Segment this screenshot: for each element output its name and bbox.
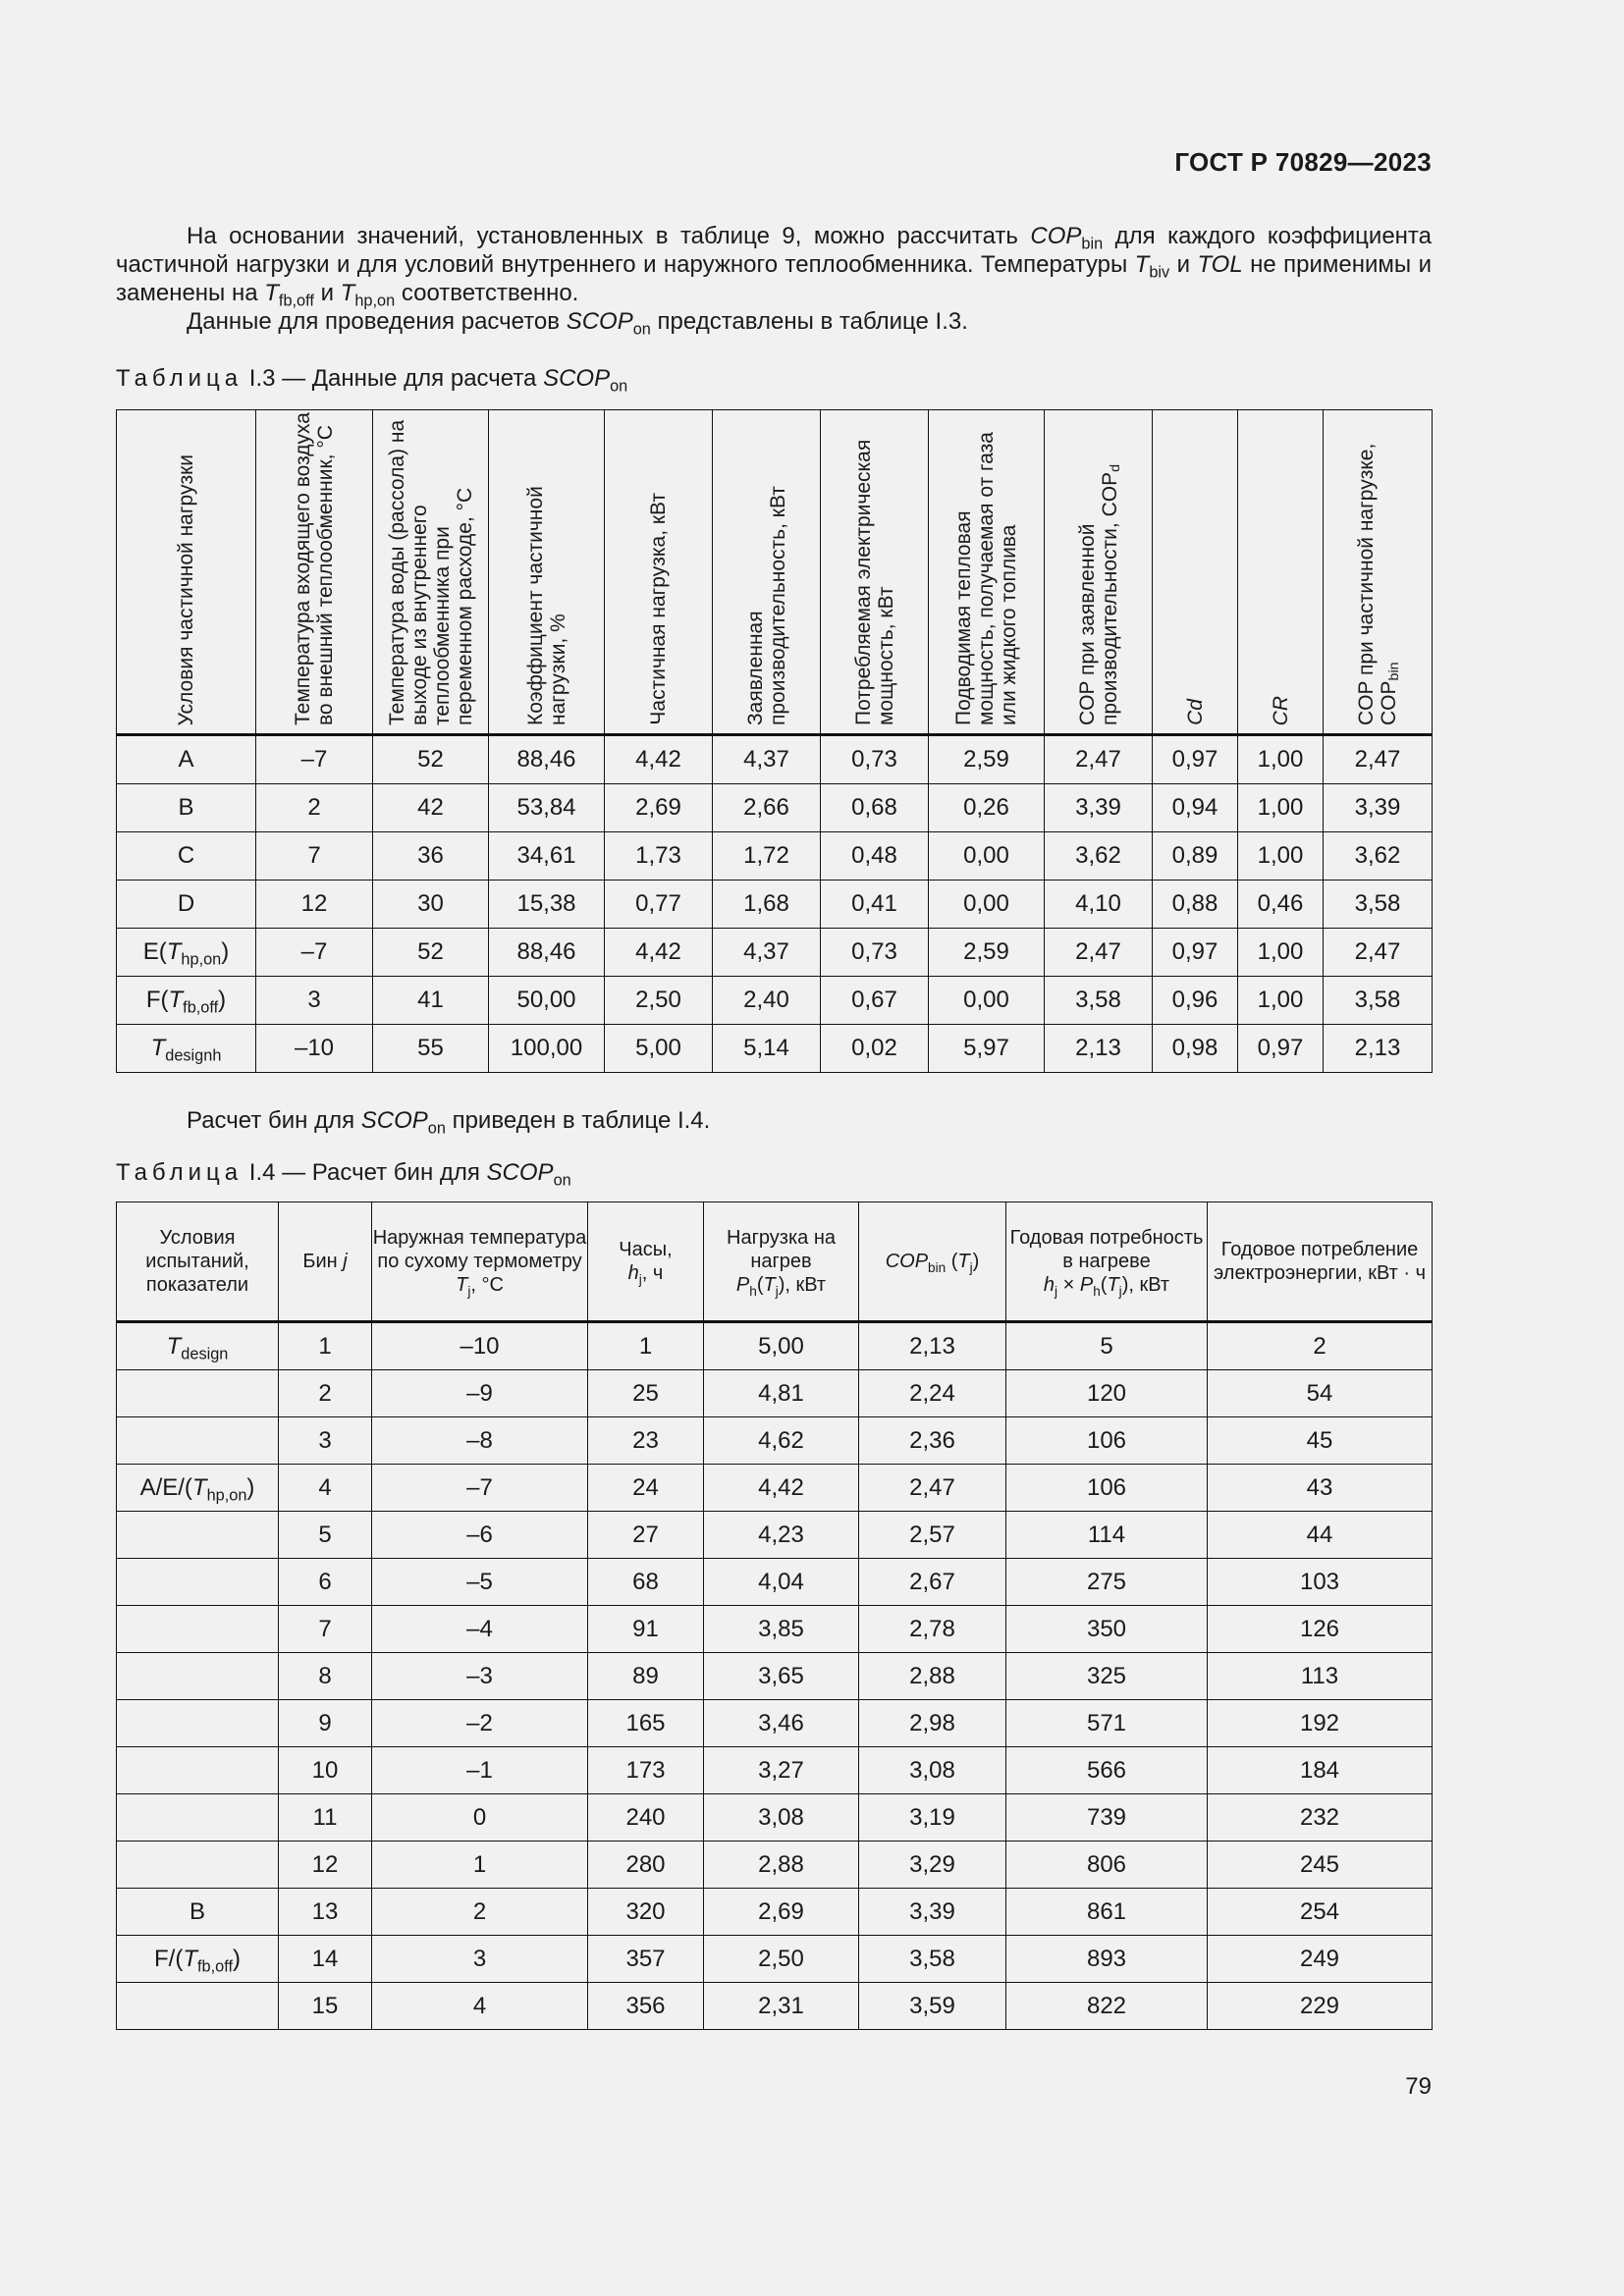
table-cell: 3,27	[704, 1747, 859, 1794]
intro-paragraph-2: Данные для проведения расчетов $SCOP_{on}$ представлены в таблице I.3.	[187, 308, 968, 339]
table-cell: 0,88	[1153, 881, 1238, 929]
table-cell: 5	[279, 1512, 372, 1559]
table-cell: 2,47	[1045, 929, 1153, 977]
table-cell: 3,39	[1324, 784, 1433, 832]
table-cell: 7	[279, 1606, 372, 1653]
table-cell: $T_{designh}$	[117, 1025, 256, 1073]
table-cell: 4,10	[1045, 881, 1153, 929]
table-cell: 0,97	[1153, 735, 1238, 784]
table-4-row	[117, 1936, 1433, 1983]
table-4-caption: Таблица I.4 — Расчет бин для $SCOP_{on}$	[116, 1159, 571, 1190]
table-cell: 13	[279, 1889, 372, 1936]
table-cell: –10	[256, 1025, 373, 1073]
table-cell: –4	[372, 1606, 588, 1653]
table-cell: 45	[1208, 1417, 1433, 1465]
table-4-header-cell: Годовая потребность в нагреве $h_j \times P_h(T_j)$, кВт	[1006, 1202, 1208, 1322]
table-cell: 571	[1006, 1700, 1208, 1747]
table-cell: 0,94	[1153, 784, 1238, 832]
table-cell: –7	[256, 735, 373, 784]
table-cell: 0,97	[1153, 929, 1238, 977]
table-cell: D	[117, 881, 256, 929]
table-cell: 2,69	[704, 1889, 859, 1936]
table-cell: 5,14	[713, 1025, 821, 1073]
page-number: 79	[1405, 2073, 1432, 2100]
table-cell: 232	[1208, 1794, 1433, 1842]
table-cell: 10	[279, 1747, 372, 1794]
table-cell: 12	[256, 881, 373, 929]
table-cell: 4,62	[704, 1417, 859, 1465]
table-4-intro: Расчет бин для $SCOP_{on}$ приведен в таблице I.4.	[187, 1107, 711, 1138]
table-cell: 192	[1208, 1700, 1433, 1747]
table-3-header-cell: Коэффициент частичной нагрузки, %	[489, 410, 605, 735]
table-cell: 15	[279, 1983, 372, 2030]
table-cell: 2,50	[605, 977, 713, 1025]
table-cell: 1	[372, 1842, 588, 1889]
table-cell: 50,00	[489, 977, 605, 1025]
document-header: ГОСТ Р 70829—2023	[1174, 147, 1432, 177]
table-cell: 7	[256, 832, 373, 881]
table-cell: 4,42	[605, 929, 713, 977]
table-cell: 275	[1006, 1559, 1208, 1606]
table-cell: 42	[373, 784, 489, 832]
table-4-row	[117, 1889, 1433, 1936]
table-cell	[117, 1747, 279, 1794]
table-cell: 100,00	[489, 1025, 605, 1073]
table-cell: 4,37	[713, 929, 821, 977]
table-3-header-cell: Заявленная производительность, кВт	[713, 410, 821, 735]
table-4-row	[117, 1842, 1433, 1889]
table-cell	[117, 1559, 279, 1606]
table-cell: –10	[372, 1322, 588, 1370]
table-4-row	[117, 1653, 1433, 1700]
table-cell: 3,62	[1324, 832, 1433, 881]
table-cell: –6	[372, 1512, 588, 1559]
table-cell: 2,47	[1045, 735, 1153, 784]
intro-text	[116, 222, 1432, 339]
table-cell: 2,50	[704, 1936, 859, 1983]
table-cell: 822	[1006, 1983, 1208, 2030]
table-cell: 15,38	[489, 881, 605, 929]
table-4	[116, 1201, 1433, 2030]
table-cell: 0,00	[929, 832, 1045, 881]
table-cell: 55	[373, 1025, 489, 1073]
table-cell	[117, 1512, 279, 1559]
table-cell: 44	[1208, 1512, 1433, 1559]
table-cell: 52	[373, 929, 489, 977]
table-cell: A	[117, 735, 256, 784]
table-cell: 2,31	[704, 1983, 859, 2030]
table-cell: 0,97	[1238, 1025, 1324, 1073]
table-4-row	[117, 1512, 1433, 1559]
table-cell: 0,26	[929, 784, 1045, 832]
table-cell: 0,00	[929, 881, 1045, 929]
table-cell: 14	[279, 1936, 372, 1983]
table-cell: 173	[588, 1747, 704, 1794]
table-4-row	[117, 1700, 1433, 1747]
table-cell: 12	[279, 1842, 372, 1889]
table-cell: 2,13	[1324, 1025, 1433, 1073]
table-cell: 1,00	[1238, 977, 1324, 1025]
table-cell: 88,46	[489, 929, 605, 977]
table-cell: 23	[588, 1417, 704, 1465]
table-cell: 0,02	[821, 1025, 929, 1073]
table-cell: 4,42	[704, 1465, 859, 1512]
table-cell	[117, 1700, 279, 1747]
table-cell: 3	[256, 977, 373, 1025]
table-cell: C	[117, 832, 256, 881]
table-cell: 0,46	[1238, 881, 1324, 929]
table-cell: 2	[256, 784, 373, 832]
table-3-header-cell: Температура входящего воздуха во внешний теплообменник, °C	[256, 410, 373, 735]
table-cell: 2,88	[859, 1653, 1006, 1700]
table-3-row	[117, 929, 1433, 977]
table-cell: 566	[1006, 1747, 1208, 1794]
table-cell: 2	[1208, 1322, 1433, 1370]
table-cell: 0,00	[929, 977, 1045, 1025]
table-cell: $F(T_{fb,off})$	[117, 977, 256, 1025]
table-cell: 861	[1006, 1889, 1208, 1936]
table-cell: $A/E/(T_{hp,on})$	[117, 1465, 279, 1512]
table-cell: 3,19	[859, 1794, 1006, 1842]
table-cell: –7	[372, 1465, 588, 1512]
table-cell: 41	[373, 977, 489, 1025]
table-3-row	[117, 832, 1433, 881]
table-cell: 1,00	[1238, 929, 1324, 977]
table-4-row	[117, 1606, 1433, 1653]
table-cell: $E(T_{hp,on})$	[117, 929, 256, 977]
table-cell: 3,08	[704, 1794, 859, 1842]
table-cell: 2,66	[713, 784, 821, 832]
table-cell: 1,00	[1238, 735, 1324, 784]
table-cell: 3,58	[1324, 977, 1433, 1025]
table-cell: 91	[588, 1606, 704, 1653]
table-4-header-cell: Бин j	[279, 1202, 372, 1322]
table-3	[116, 409, 1433, 1073]
table-3-header-cell: Cd	[1153, 410, 1238, 735]
table-cell: 739	[1006, 1794, 1208, 1842]
table-cell: 1	[588, 1322, 704, 1370]
table-cell: 2,98	[859, 1700, 1006, 1747]
table-cell: 3,58	[859, 1936, 1006, 1983]
table-cell	[117, 1370, 279, 1417]
table-3-caption: Таблица I.3 — Данные для расчета $SCOP_{on}$	[116, 365, 628, 396]
table-cell	[117, 1842, 279, 1889]
table-3-header-cell: CR	[1238, 410, 1324, 735]
table-cell: 3,62	[1045, 832, 1153, 881]
table-cell	[117, 1417, 279, 1465]
table-cell: 240	[588, 1794, 704, 1842]
table-cell: 24	[588, 1465, 704, 1512]
table-3-header-cell: Подводимая тепловая мощность, получаемая от газа или жидкого топлива	[929, 410, 1045, 735]
table-cell: –8	[372, 1417, 588, 1465]
table-cell: 3	[279, 1417, 372, 1465]
table-cell: 3	[372, 1936, 588, 1983]
table-cell: 0,68	[821, 784, 929, 832]
table-cell: B	[117, 1889, 279, 1936]
table-cell: 5	[1006, 1322, 1208, 1370]
table-cell: 53,84	[489, 784, 605, 832]
table-cell: 36	[373, 832, 489, 881]
table-cell: 3,08	[859, 1747, 1006, 1794]
table-cell: 0,98	[1153, 1025, 1238, 1073]
table-cell: $F/(T_{fb,off})$	[117, 1936, 279, 1983]
table-4-row	[117, 1747, 1433, 1794]
table-cell: 4,37	[713, 735, 821, 784]
table-cell: 52	[373, 735, 489, 784]
table-cell: 0,73	[821, 929, 929, 977]
table-cell	[117, 1606, 279, 1653]
table-cell: 806	[1006, 1842, 1208, 1889]
table-cell: 2,47	[1324, 735, 1433, 784]
table-cell: –1	[372, 1747, 588, 1794]
table-cell: 320	[588, 1889, 704, 1936]
table-cell: 0,96	[1153, 977, 1238, 1025]
table-cell: 0,73	[821, 735, 929, 784]
table-cell: 5,00	[605, 1025, 713, 1073]
table-cell: –2	[372, 1700, 588, 1747]
table-cell: 30	[373, 881, 489, 929]
table-cell: 2,57	[859, 1512, 1006, 1559]
table-cell: 2,36	[859, 1417, 1006, 1465]
table-cell: 126	[1208, 1606, 1433, 1653]
table-cell: 9	[279, 1700, 372, 1747]
table-cell: 68	[588, 1559, 704, 1606]
table-cell: 2,40	[713, 977, 821, 1025]
table-cell: 5,00	[704, 1322, 859, 1370]
table-cell: 2,47	[859, 1465, 1006, 1512]
table-cell: B	[117, 784, 256, 832]
table-3-row	[117, 977, 1433, 1025]
table-cell: 4,81	[704, 1370, 859, 1417]
table-cell: $T_{design}$	[117, 1322, 279, 1370]
table-cell	[117, 1794, 279, 1842]
table-3-row	[117, 1025, 1433, 1073]
table-cell: 1,00	[1238, 784, 1324, 832]
table-cell: 1,72	[713, 832, 821, 881]
table-cell: 184	[1208, 1747, 1433, 1794]
table-cell: 357	[588, 1936, 704, 1983]
table-cell: 1	[279, 1322, 372, 1370]
table-cell: 1,73	[605, 832, 713, 881]
table-cell: 120	[1006, 1370, 1208, 1417]
table-cell: 6	[279, 1559, 372, 1606]
table-cell: 2,47	[1324, 929, 1433, 977]
table-cell: 3,59	[859, 1983, 1006, 2030]
table-cell: 245	[1208, 1842, 1433, 1889]
table-cell: 2	[279, 1370, 372, 1417]
table-4-row	[117, 1370, 1433, 1417]
table-cell: 3,46	[704, 1700, 859, 1747]
table-4-header-cell: Часы, $h_j$, ч	[588, 1202, 704, 1322]
table-cell: 4,42	[605, 735, 713, 784]
table-cell: 11	[279, 1794, 372, 1842]
table-cell: 2,13	[859, 1322, 1006, 1370]
table-3-header-row	[117, 410, 1433, 735]
table-3-row	[117, 784, 1433, 832]
table-cell: 3,39	[1045, 784, 1153, 832]
table-cell: 114	[1006, 1512, 1208, 1559]
table-cell: 249	[1208, 1936, 1433, 1983]
table-cell: 4	[279, 1465, 372, 1512]
table-cell: –7	[256, 929, 373, 977]
table-cell: 103	[1208, 1559, 1433, 1606]
table-cell: 43	[1208, 1465, 1433, 1512]
table-3-header-cell: Температура воды (рассола) на выходе из внутреннего теплообменника при переменном расходе, °C	[373, 410, 489, 735]
table-cell: 893	[1006, 1936, 1208, 1983]
table-cell: 106	[1006, 1465, 1208, 1512]
table-cell: 34,61	[489, 832, 605, 881]
table-cell: 2,67	[859, 1559, 1006, 1606]
intro-paragraph-1: На основании значений, установленных в таблице 9, можно рассчитать $COP_{bin}$ для каждого коэффициента частичной нагрузки и для условий внутреннего и наружного теплообменника. Температуры $T_{biv}$ и TOL не применимы и заменены на $T_{fb,off}$ и $T_{hp,on}$ соответственно.	[116, 223, 1432, 310]
table-cell: 0,41	[821, 881, 929, 929]
table-cell: 113	[1208, 1653, 1433, 1700]
table-cell: 54	[1208, 1370, 1433, 1417]
table-3-header-cell: COP при заявленной производительности, $COP_d$	[1045, 410, 1153, 735]
table-cell: 3,85	[704, 1606, 859, 1653]
table-4-header-cell: Нагрузка на нагрев $P_h(T_j)$, кВт	[704, 1202, 859, 1322]
table-cell: 229	[1208, 1983, 1433, 2030]
table-cell: 325	[1006, 1653, 1208, 1700]
table-3-header-cell: Условия частичной нагрузки	[117, 410, 256, 735]
table-3-row	[117, 881, 1433, 929]
table-cell: 350	[1006, 1606, 1208, 1653]
table-cell: 254	[1208, 1889, 1433, 1936]
table-cell: 88,46	[489, 735, 605, 784]
table-cell: 165	[588, 1700, 704, 1747]
table-cell: 0,67	[821, 977, 929, 1025]
table-cell: 2,59	[929, 929, 1045, 977]
table-cell: 2,24	[859, 1370, 1006, 1417]
table-3-header-cell: Частичная нагрузка, кВт	[605, 410, 713, 735]
table-cell: 4	[372, 1983, 588, 2030]
table-cell: 0,48	[821, 832, 929, 881]
table-cell: 2,78	[859, 1606, 1006, 1653]
table-cell: 2,88	[704, 1842, 859, 1889]
table-cell: 5,97	[929, 1025, 1045, 1073]
table-cell: 0,89	[1153, 832, 1238, 881]
table-cell: –9	[372, 1370, 588, 1417]
table-cell: 2,59	[929, 735, 1045, 784]
table-cell	[117, 1653, 279, 1700]
table-4-header-cell: $COP_{bin}$ $(T_j)$	[859, 1202, 1006, 1322]
table-cell: 1,00	[1238, 832, 1324, 881]
table-cell: –3	[372, 1653, 588, 1700]
table-3-row	[117, 735, 1433, 784]
table-4-row	[117, 1983, 1433, 2030]
table-cell: 2,69	[605, 784, 713, 832]
table-cell: 3,29	[859, 1842, 1006, 1889]
table-4-header-cell: Наружная температура по сухому термометру $T_j$, °C	[372, 1202, 588, 1322]
table-cell: 356	[588, 1983, 704, 2030]
table-cell: 27	[588, 1512, 704, 1559]
table-4-row	[117, 1322, 1433, 1370]
table-4-header-cell: Годовое потребление электроэнергии, кВт · ч	[1208, 1202, 1433, 1322]
table-3-header-cell: Потребляемая электрическая мощность, кВт	[821, 410, 929, 735]
table-cell: 25	[588, 1370, 704, 1417]
table-cell: 280	[588, 1842, 704, 1889]
table-cell: 4,23	[704, 1512, 859, 1559]
table-cell: 3,58	[1324, 881, 1433, 929]
table-cell: 3,58	[1045, 977, 1153, 1025]
table-cell: 3,39	[859, 1889, 1006, 1936]
table-cell: 2	[372, 1889, 588, 1936]
table-cell: 89	[588, 1653, 704, 1700]
table-4-row	[117, 1794, 1433, 1842]
table-cell: 2,13	[1045, 1025, 1153, 1073]
table-cell: 3,65	[704, 1653, 859, 1700]
table-cell: 106	[1006, 1417, 1208, 1465]
table-4-row	[117, 1417, 1433, 1465]
table-3-header-cell: COP при частичной нагрузке, $COP_{bin}$	[1324, 410, 1433, 735]
table-4-header-row	[117, 1202, 1433, 1322]
table-4-row	[117, 1559, 1433, 1606]
table-4-row	[117, 1465, 1433, 1512]
table-cell: –5	[372, 1559, 588, 1606]
table-cell	[117, 1983, 279, 2030]
table-cell: 8	[279, 1653, 372, 1700]
table-cell: 0	[372, 1794, 588, 1842]
table-cell: 4,04	[704, 1559, 859, 1606]
table-cell: 0,77	[605, 881, 713, 929]
table-4-header-cell: Условия испытаний, показатели	[117, 1202, 279, 1322]
table-cell: 1,68	[713, 881, 821, 929]
